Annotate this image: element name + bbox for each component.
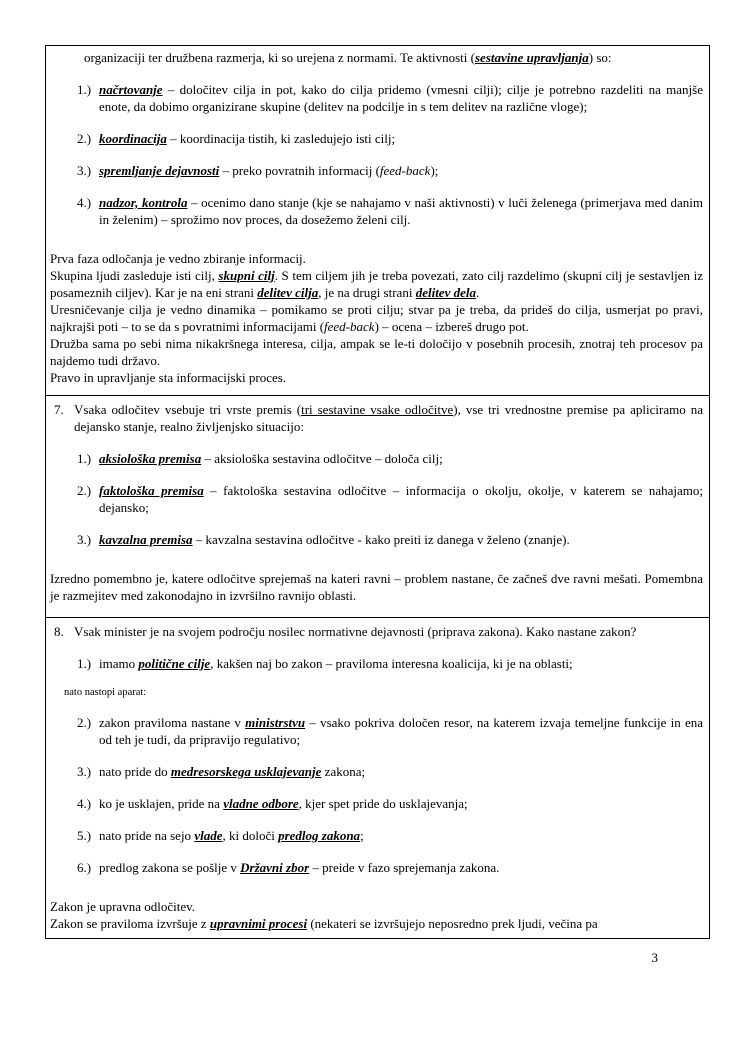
note-text	[50, 686, 703, 699]
text-run: Skupina ljudi zasleduje isti cilj,	[50, 268, 219, 283]
list-item	[50, 655, 703, 672]
text-run: nato pride do	[99, 764, 171, 779]
text-run: ) – ocena – izbereš drugo pot.	[374, 319, 529, 334]
item-number: 6.)	[77, 860, 92, 875]
emphasis-text: načrtovanje	[99, 82, 163, 97]
paragraph	[50, 335, 703, 369]
emphasis-text: delitev dela	[415, 285, 476, 300]
item-number: 2.)	[77, 483, 92, 498]
emphasis-text: vlade	[194, 828, 223, 843]
emphasis-text: vladne odbore	[223, 796, 299, 811]
text-run: , kakšen naj bo zakon – praviloma interesna koalicija, ki je na oblasti;	[210, 656, 573, 671]
page-number: 3	[651, 950, 658, 965]
text-run: predlog zakona se pošlje v	[99, 860, 241, 875]
text-run: – kavzalna sestavina odločitve - kako preiti iz danega v želeno (znanje).	[192, 532, 570, 547]
item-number: 1.)	[77, 656, 92, 671]
item-number: 7.	[54, 402, 64, 417]
text-run: – koordinacija tistih, ki zasledujejo isti cilj;	[166, 131, 396, 146]
emphasis-text: feed-back	[324, 319, 375, 334]
text-run: organizaciji ter družbena razmerja, ki so urejena z normami. Te aktivnosti (	[84, 50, 475, 65]
list-item	[50, 401, 703, 435]
emphasis-text: delitev cilja	[257, 285, 319, 300]
text-run: .	[475, 285, 480, 300]
list-item	[50, 162, 703, 179]
item-number: 3.)	[77, 532, 92, 547]
item-number: 1.)	[77, 451, 92, 466]
text-run: Zakon se praviloma izvršuje z	[50, 916, 210, 931]
document-table	[45, 45, 710, 939]
list-item	[50, 482, 703, 516]
section-question-7	[46, 395, 709, 617]
emphasis-text: Državni zbor	[240, 860, 310, 875]
text-run: , ki določi	[222, 828, 279, 843]
item-number: 8.	[54, 624, 64, 639]
item-number: 4.)	[77, 796, 92, 811]
emphasis-text: feed-back	[379, 163, 431, 178]
text-run: – vsako pokriva določen resor, na katerem izvaja temeljne funkcije in ena od teh je tudi, da pripravijo regulativo;	[99, 715, 703, 747]
emphasis-text: faktološka premisa	[99, 483, 204, 498]
paragraph	[50, 49, 703, 66]
text-run: (nekateri se izvršujejo neposredno prek ljudi, večina pa	[307, 916, 598, 931]
text-run: nato pride na sejo	[99, 828, 195, 843]
text-run: zakona;	[321, 764, 366, 779]
section-intro	[46, 46, 709, 395]
text-run: . S tem ciljem jih je treba povezati, zato cilj razdelimo (skupni cilj je sestavljen iz posameznih ciljev). Kar je na eni strani	[50, 268, 703, 300]
list-item	[50, 795, 703, 812]
item-number: 2.)	[77, 131, 92, 146]
text-run: ;	[360, 828, 364, 843]
paragraph	[50, 915, 703, 932]
list-item	[50, 859, 703, 876]
text-run: Vsaka odločitev vsebuje tri vrste premis (	[74, 402, 302, 417]
item-number: 4.)	[77, 195, 92, 210]
paragraph	[50, 250, 703, 267]
emphasis-text: sestavine upravljanja	[474, 50, 589, 65]
emphasis-text: politične cilje	[138, 656, 211, 671]
item-number: 1.)	[77, 82, 92, 97]
text-run: – preide v fazo sprejemanja zakona.	[309, 860, 500, 875]
paragraph	[50, 267, 703, 301]
emphasis-text: upravnimi procesi	[209, 916, 308, 931]
list-item	[50, 763, 703, 780]
item-number: 5.)	[77, 828, 92, 843]
item-number: 3.)	[77, 163, 92, 178]
text-run: Zakon je upravna odločitev.	[50, 899, 195, 914]
paragraph	[50, 898, 703, 915]
emphasis-text: aksiološka premisa	[99, 451, 202, 466]
text-run: ko je usklajen, pride na	[99, 796, 224, 811]
list-item	[50, 827, 703, 844]
text-run: – določitev cilja in pot, kako do cilja pridemo (vmesni cilji); cilje je potrebno razdeliti na manjše enote, da dobimo organizirane skupine (delitev na podcilje in s tem delitev na različne vloge);	[99, 82, 703, 114]
paragraph	[50, 301, 703, 335]
list-item	[50, 450, 703, 467]
text-run: );	[430, 163, 439, 178]
text-run: zakon praviloma nastane v	[99, 715, 246, 730]
text-run: ) so:	[588, 50, 612, 65]
emphasis-text: skupni cilj	[218, 268, 275, 283]
text-run: nato nastopi aparat:	[64, 687, 147, 698]
text-run: Pravo in upravljanje sta informacijski proces.	[50, 370, 287, 385]
text-run: Vsak minister je na svojem področju nosilec normativne dejavnosti (priprava zakona). Kako nastane zakon?	[74, 624, 637, 639]
paragraph	[50, 570, 703, 604]
section-question-8	[46, 617, 709, 938]
list-item	[50, 130, 703, 147]
paragraph	[50, 369, 703, 386]
emphasis-text: predlog zakona	[278, 828, 361, 843]
list-item	[50, 531, 703, 548]
emphasis-text: medresorskega usklajevanje	[170, 764, 322, 779]
text-run: Izredno pomembno je, katere odločitve sprejemaš na kateri ravni – problem nastane, če začneš dve ravni mešati. Pomembna je razmejitev med zakonodajno in izvršilno ravnijo oblasti.	[50, 571, 703, 603]
text-run: , kjer spet pride do usklajevanja;	[298, 796, 468, 811]
text-run: Družba sama po sebi nima nikakršnega interesa, cilja, ampak se le-ti določijo v posebnih procesih, znotraj teh procesov pa najdemo tudi državo.	[50, 336, 703, 368]
text-run: – ocenimo dano stanje (kje se nahajamo v naši aktivnosti) v luči želenega (primerjava med danim in želenim) – sprožimo nov proces, da dosežemo želeni cilj.	[99, 195, 703, 227]
text-run: imamo	[99, 656, 139, 671]
text-run: – faktološka sestavina odločitve – informacija o okolju, okolje, v katerem se nahajamo; dejansko;	[99, 483, 703, 515]
list-item	[50, 714, 703, 748]
text-run: Prva faza odločanja je vedno zbiranje informacij.	[50, 251, 306, 266]
emphasis-text: koordinacija	[99, 131, 167, 146]
emphasis-text: nadzor, kontrola	[99, 195, 188, 210]
list-item	[50, 623, 703, 640]
list-item	[50, 194, 703, 228]
text-run: – preko povratnih informacij (	[219, 163, 380, 178]
list-item	[50, 81, 703, 115]
item-number: 3.)	[77, 764, 92, 779]
emphasis-text: spremljanje dejavnosti	[99, 163, 220, 178]
emphasis-text: kavzalna premisa	[99, 532, 193, 547]
emphasis-text: tri sestavine vsake odločitve	[301, 402, 454, 417]
text-run: – aksiološka sestavina odločitve – določa cilj;	[201, 451, 443, 466]
text-run: , je na drugi strani	[318, 285, 416, 300]
emphasis-text: ministrstvu	[245, 715, 306, 730]
text-run: ), vse tri vrednostne premise pa apliciramo na dejansko stanje, realno življenjsko situacijo:	[74, 402, 703, 434]
text-run: Uresničevanje cilja je vedno dinamika – pomikamo se proti cilju; stvar pa je treba, da prideš do cilja, usmerjat po pravi, najkrajši poti – to se da s povratnimi informacijami (	[50, 302, 703, 334]
item-number: 2.)	[77, 715, 92, 730]
